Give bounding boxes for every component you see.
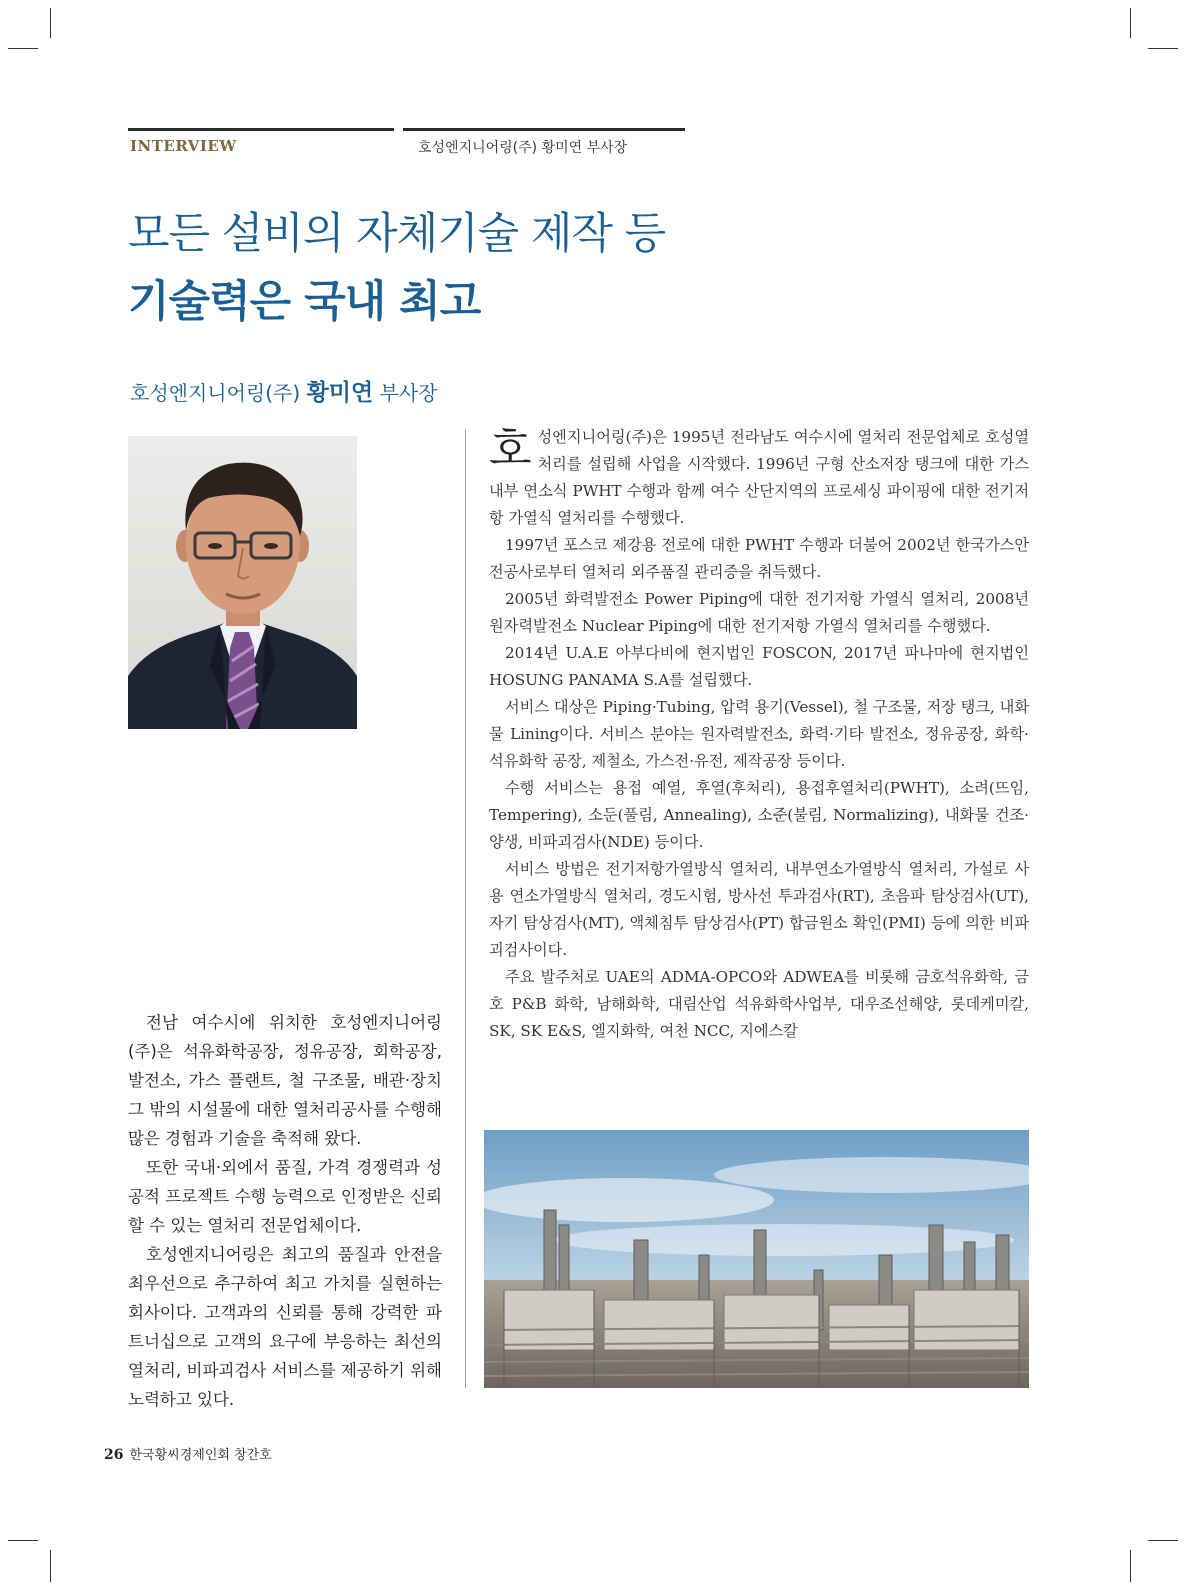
drop-cap: 호 (489, 424, 532, 475)
refinery-photo (484, 1130, 1029, 1388)
publication-name: 한국황씨경제인회 창간호 (129, 1448, 272, 1463)
portrait-photo (128, 436, 357, 729)
byline-title: 부사장 (373, 381, 438, 405)
right-paragraph: 2014년 U.A.E 아부다비에 현지법인 FOSCON, 2017년 파나마에 현지법인 HOSUNG PANAMA S.A를 설립했다. (489, 644, 1029, 689)
right-paragraph: 수행 서비스는 용접 예열, 후열(후처리), 용접후열처리(PWHT), 소려(뜨임, Tempering), 소둔(풀림, Annealing), 소준(불림, Normalizing), 내화물 건조·양생, 비파괴검사(NDE) 등이다. (489, 779, 1029, 851)
right-column (489, 424, 1029, 1045)
header-rule-right (403, 128, 685, 131)
byline-company: 호성엔지니어링(주) (130, 381, 307, 405)
right-paragraph: 서비스 방법은 전기저항가열방식 열처리, 내부연소가열방식 열처리, 가설로 사용 연소가열방식 열처리, 경도시험, 방사선 투과검사(RT), 초음파 탐상검사(UT), 자기 탐상검사(MT), 액체침투 탐상검사(PT) 합금원소 확인(PMI) 등에 의한 비파괴검사이다. (489, 860, 1029, 959)
left-paragraph: 또한 국내·외에서 품질, 가격 경쟁력과 성공적 프로젝트 수행 능력으로 인정받은 신뢰할 수 있는 열처리 전문업체이다. (128, 1158, 442, 1235)
section-label: INTERVIEW (130, 137, 237, 155)
right-paragraph: 1997년 포스코 제강용 전로에 대한 PWHT 수행과 더불어 2002년 한국가스안전공사로부터 열처리 외주품질 관리증을 취득했다. (489, 536, 1029, 581)
left-paragraph: 호성엔지니어링은 최고의 품질과 안전을 최우선으로 추구하여 최고 가치를 실현하는 회사이다. 고객과의 신뢰를 통해 강력한 파트너십으로 고객의 요구에 부응하는 최선의 열처리, 비파괴검사 서비스를 제공하기 위해 노력하고 있다. (128, 1245, 442, 1409)
header-rule-left (128, 128, 394, 131)
headline-line-2: 기술력은 국내 최고 (128, 277, 481, 327)
byline-name: 황미연 (306, 380, 374, 406)
crop-mark (1148, 48, 1178, 49)
page-footer (104, 1444, 272, 1463)
left-column (128, 1008, 442, 1414)
right-paragraph: 서비스 대상은 Piping·Tubing, 압력 용기(Vessel), 철 구조물, 저장 탱크, 내화물 Lining이다. 서비스 분야는 원자력발전소, 화력·기타 발전소, 정유공장, 화학·석유화학 공장, 제철소, 가스전·유전, 제작공장 등이다. (489, 698, 1030, 770)
headline-line-1: 모든 설비의 자체기술 제작 등 (128, 209, 666, 259)
crop-mark (50, 1550, 51, 1582)
crop-mark (1148, 1540, 1178, 1541)
right-paragraph: 2005년 화력발전소 Power Piping에 대한 전기저항 가열식 열처리, 2008년 원자력발전소 Nuclear Piping에 대한 전기저항 가열식 열처리를 수행했다. (489, 590, 1029, 635)
left-paragraph: 전남 여수시에 위치한 호성엔지니어링(주)은 석유화학공장, 정유공장, 회학공장, 발전소, 가스 플랜트, 철 구조물, 배관·장치 그 밖의 시설물에 대한 열처리공사를 수행해 많은 경험과 기술을 축적해 왔다. (128, 1013, 442, 1148)
byline (130, 374, 438, 407)
crop-mark (1130, 8, 1131, 38)
crop-mark (8, 1540, 38, 1541)
first-paragraph-text: 성엔지니어링(주)은 1995년 전라남도 여수시에 열처리 전문업체로 호성열처리를 설립해 사업을 시작했다. 1996년 구형 산소저장 탱크에 대한 가스 내부 연소식 PWHT 수행과 함께 여수 산단지역의 프로세싱 파이핑에 대한 전기저항 가열식 열처리를 수행했다. (489, 428, 1029, 527)
running-head: 호성엔지니어링(주) 황미연 부사장 (418, 140, 628, 156)
right-paragraph: 주요 발주처로 UAE의 ADMA-OPCO와 ADWEA를 비롯해 금호석유화학, 금호 P&B 화학, 남해화학, 대림산업 석유화학사업부, 대우조선해양, 롯데케미칼, SK, SK E&S, 엘지화학, 여천 NCC, 지에스칼 (489, 968, 1029, 1040)
crop-mark (50, 8, 51, 38)
column-divider (465, 430, 466, 1388)
crop-mark (1130, 1550, 1131, 1582)
right-paragraph (489, 424, 1029, 532)
page-number: 26 (104, 1447, 124, 1463)
crop-mark (8, 48, 38, 49)
